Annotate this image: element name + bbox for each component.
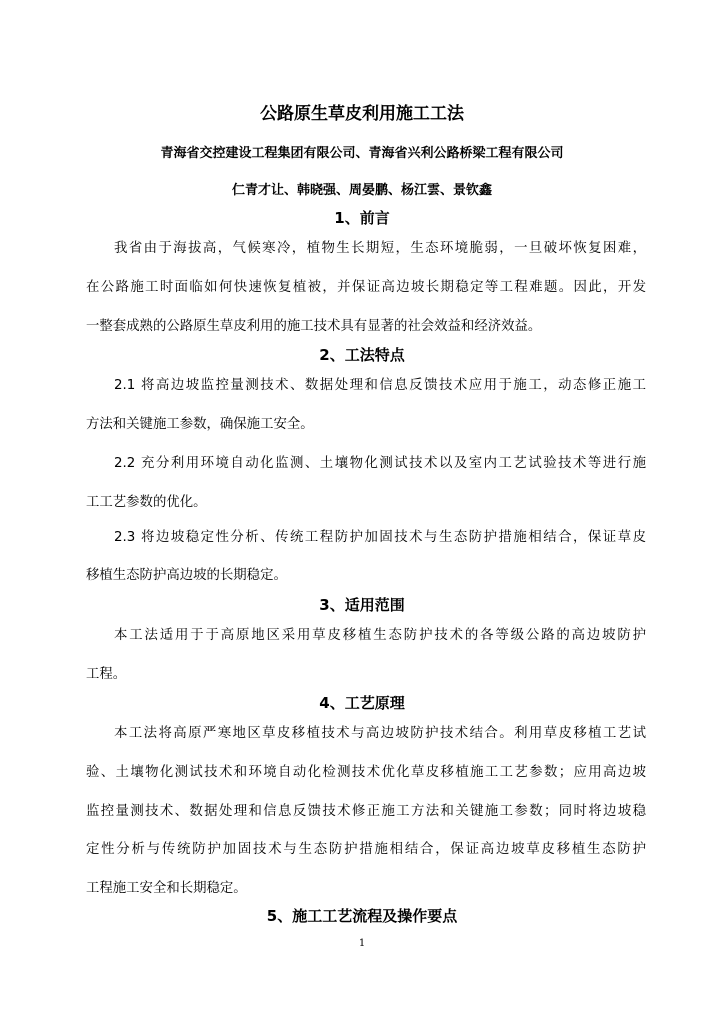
section-heading-5: 5、施工工艺流程及操作要点 (266, 907, 458, 925)
page-number: 1 (358, 938, 366, 949)
section-heading-1: 1、前言 (334, 209, 390, 227)
document-title: 公路原生草皮利用施工工法 (260, 104, 464, 124)
section-heading-2: 2、工法特点 (319, 346, 405, 364)
paragraph-line: 验、土壤物化测试技术和环境自动化检测技术优化草皮移植施工工艺参数；应用高边坡 (86, 765, 646, 780)
paragraph-line: 在公路施工时面临如何快速恢复植被，并保证高边坡长期稳定等工程难题。因此，开发 (86, 280, 646, 295)
paragraph-line: 本工法适用于于高原地区采用草皮移植生态防护技术的各等级公路的高边坡防护 (114, 628, 646, 643)
paragraph-line: 我省由于海拔高，气候寒冷，植物生长期短，生态环境脆弱，一旦破坏恢复困难， (114, 241, 646, 256)
authors-line: 仁青才让、韩晓强、周晏鹏、杨江雲、景钦鑫 (231, 183, 492, 198)
section-heading-4: 4、工艺原理 (319, 694, 405, 712)
paragraph-line: 工程施工安全和长期稳定。 (86, 881, 247, 896)
paragraph-line: 定性分析与传统防护加固技术与生态防护措施相结合，保证高边坡草皮移植生态防护 (86, 842, 646, 857)
paragraph-line: 2.1 将高边坡监控量测技术、数据处理和信息反馈技术应用于施工，动态修正施工 (114, 378, 646, 393)
paragraph-line: 方法和关键施工参数，确保施工安全。 (86, 417, 314, 432)
organizations-line: 青海省交控建设工程集团有限公司、青海省兴利公路桥梁工程有限公司 (160, 146, 564, 161)
section-heading-3: 3、适用范围 (319, 596, 405, 614)
paragraph-line: 2.2 充分利用环境自动化监测、土壤物化测试技术以及室内工艺试验技术等进行施 (114, 456, 646, 471)
paragraph-line: 2.3 将边坡稳定性分析、传统工程防护加固技术与生态防护措施相结合，保证草皮 (114, 530, 646, 545)
paragraph-line: 本工法将高原严寒地区草皮移植技术与高边坡防护技术结合。利用草皮移植工艺试 (114, 726, 646, 741)
paragraph-line: 监控量测技术、数据处理和信息反馈技术修正施工方法和关键施工参数；同时将边坡稳 (86, 804, 646, 819)
paragraph-line: 工工艺参数的优化。 (86, 495, 207, 510)
paragraph-line: 一整套成熟的公路原生草皮利用的施工技术具有显著的社会效益和经济效益。 (86, 319, 542, 334)
paragraph-line: 移植生态防护高边坡的长期稳定。 (86, 568, 287, 583)
paragraph-line: 工程。 (86, 667, 127, 682)
